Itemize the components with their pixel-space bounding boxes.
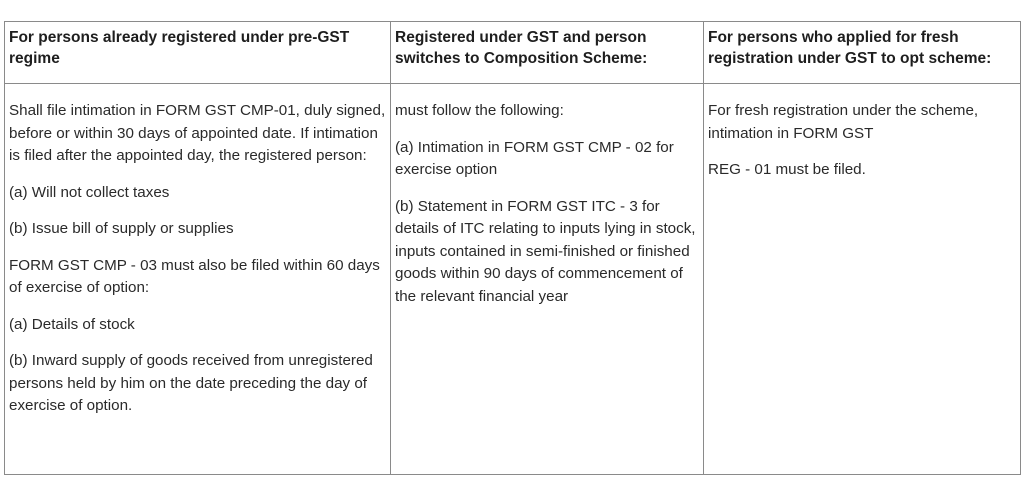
pre-gst-cmp03-text: FORM GST CMP - 03 must also be filed within 60 days of exercise of option:	[9, 256, 380, 296]
header-row	[5, 22, 1021, 84]
header-fresh-registration: For persons who applied for fresh registration under GST to opt scheme:	[704, 22, 1021, 84]
cell-pre-gst	[5, 84, 391, 475]
gst-composition-table	[4, 21, 1021, 475]
pre-gst-inward-supply-item: (b) Inward supply of goods received from unregistered persons held by him on the date preceding the day of exercise of option.	[9, 352, 373, 414]
pre-gst-intimation-text: Shall file intimation in FORM GST CMP-01, duly signed, before or within 30 days of appointed date. If intimation is filed after the appointed day, the registered person:	[9, 102, 386, 164]
pre-gst-item-a: (a) Will not collect taxes	[9, 183, 170, 201]
switch-intro-text: must follow the following:	[395, 102, 564, 119]
pre-gst-item-b: (b) Issue bill of supply or supplies	[9, 220, 234, 237]
cell-fresh-registration	[704, 84, 1021, 475]
fresh-reg01-text: REG - 01 must be filed.	[708, 161, 866, 178]
switch-item-a: (a) Intimation in FORM GST CMP - 02 for exercise option	[395, 138, 674, 178]
cell-switch-composition	[391, 84, 704, 475]
header-pre-gst: For persons already registered under pre-GST regime	[5, 22, 391, 84]
body-row	[5, 84, 1021, 475]
switch-item-b: (b) Statement in FORM GST ITC - 3 for details of ITC relating to inputs lying in stock, inputs contained in semi-finished or finished goods within 90 days of commencement of the relevant financial year	[395, 197, 696, 305]
pre-gst-stock-item: (a) Details of stock	[9, 315, 135, 333]
header-switch-composition: Registered under GST and person switches to Composition Scheme:	[391, 22, 704, 84]
fresh-intimation-text: For fresh registration under the scheme, intimation in FORM GST	[708, 102, 979, 142]
